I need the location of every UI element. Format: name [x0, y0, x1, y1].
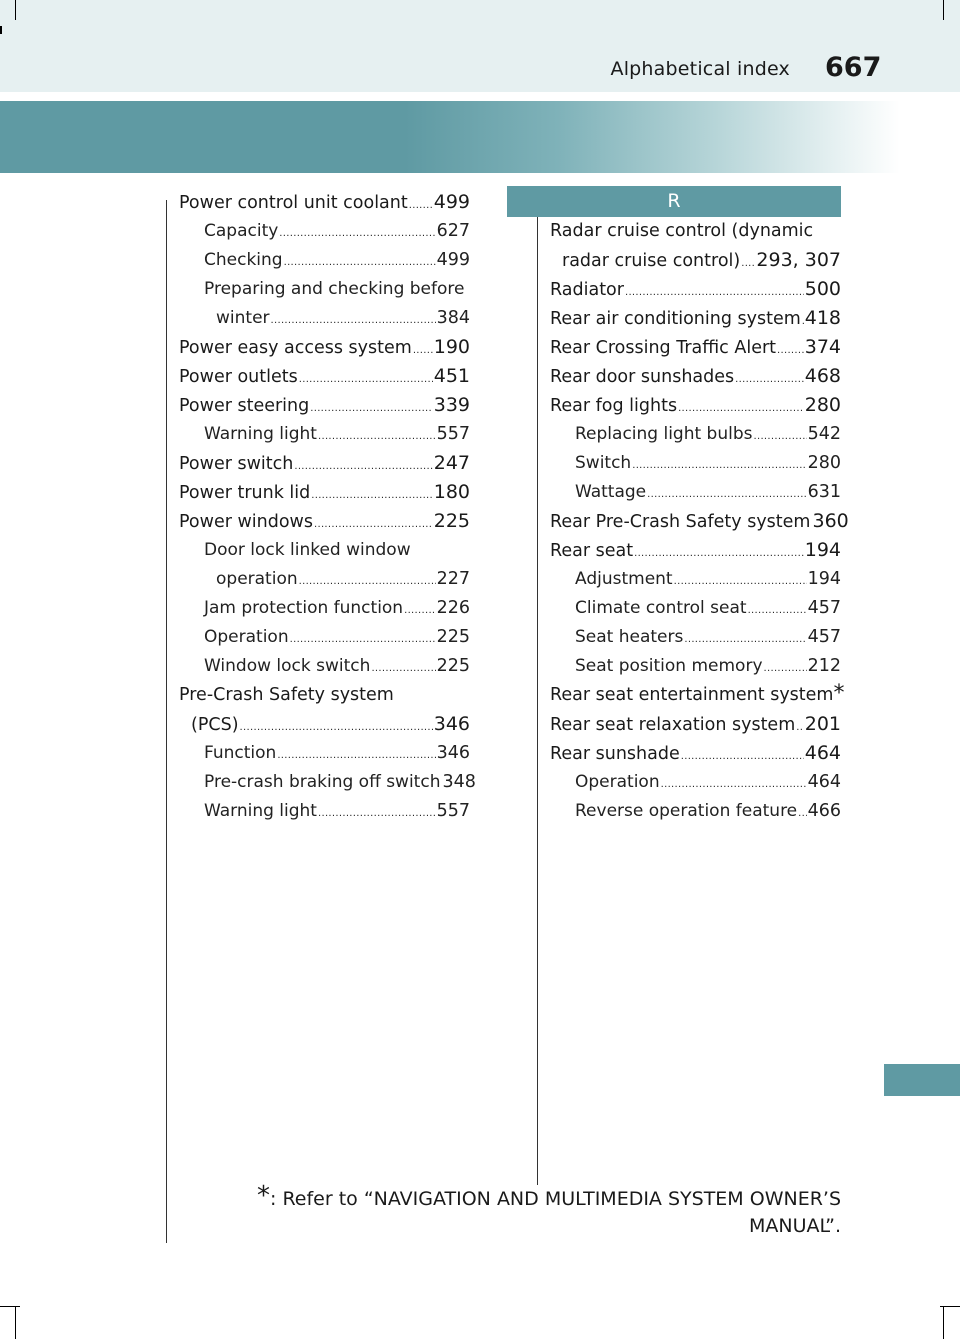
- index-subentry: [179, 304, 470, 333]
- entry-term: Warning light: [204, 424, 317, 444]
- index-entry: [179, 507, 470, 536]
- page-reference: 557: [436, 801, 470, 821]
- leader-dots: [798, 799, 806, 828]
- crop-mark: [15, 0, 16, 20]
- entry-term: Power switch: [179, 454, 294, 474]
- page-reference: 499: [433, 191, 470, 213]
- entry-term: Reverse operation feature: [575, 801, 798, 821]
- leader-dots: [681, 742, 804, 771]
- index-subentry: [179, 623, 470, 652]
- leader-dots: [240, 713, 433, 742]
- leader-dots: [413, 336, 433, 365]
- entry-term: Warning light: [204, 801, 317, 821]
- entry-term: Adjustment: [575, 569, 673, 589]
- entry-term: Seat heaters: [575, 627, 684, 647]
- leader-dots: [314, 510, 433, 539]
- page-reference: 280: [807, 453, 841, 473]
- chapter-tab: [884, 1064, 960, 1096]
- leader-dots: [632, 451, 806, 480]
- asterisk-marker: *: [833, 681, 845, 706]
- crop-mark: [943, 0, 944, 20]
- index-entry: [179, 188, 470, 217]
- index-entry: [550, 333, 841, 362]
- index-entry: [179, 362, 470, 391]
- page-reference: 457: [807, 598, 841, 618]
- entry-term: Climate control seat: [575, 598, 747, 618]
- entry-term: Power steering: [179, 396, 310, 416]
- leader-dots: [634, 539, 804, 568]
- index-subentry: [550, 565, 841, 594]
- page-reference: 346: [436, 743, 470, 763]
- index-subentry: [179, 652, 470, 681]
- leader-dots: [661, 770, 807, 799]
- entry-term: Pre-crash braking off switch: [204, 772, 441, 792]
- leader-dots: [748, 596, 807, 625]
- index-subentry: [179, 246, 470, 275]
- leader-dots: [409, 191, 433, 220]
- leader-dots: [796, 713, 803, 742]
- entry-term: (PCS): [191, 715, 239, 735]
- entry-term: Rear seat relaxation system: [550, 715, 796, 735]
- leader-dots: [625, 278, 804, 307]
- crop-mark: [940, 1306, 960, 1307]
- leader-dots: [802, 307, 804, 336]
- index-entry: [179, 681, 470, 710]
- page-reference: 194: [804, 539, 841, 561]
- page-reference: 348: [442, 772, 476, 792]
- index-entry: [550, 536, 841, 565]
- leader-dots: [277, 741, 435, 770]
- leader-dots: [404, 596, 436, 625]
- entry-term: Switch: [575, 453, 632, 473]
- index-subentry: [179, 420, 470, 449]
- page-reference: 201: [804, 713, 841, 735]
- middle-column-rule: [537, 215, 538, 1185]
- page-reference: 212: [807, 656, 841, 676]
- footnote-line-2: MANUAL”.: [749, 1215, 841, 1237]
- index-entry: [550, 391, 841, 420]
- entry-term: Door lock linked window: [204, 540, 411, 560]
- page-reference: 499: [436, 250, 470, 270]
- index-subentry: [550, 420, 841, 449]
- index-subentry: [550, 652, 841, 681]
- page-reference: 225: [433, 510, 470, 532]
- entry-term: Capacity: [204, 221, 279, 241]
- leader-dots: [777, 336, 804, 365]
- page-reference: 180: [433, 481, 470, 503]
- entry-term: Rear sunshade: [550, 744, 680, 764]
- index-entry: [179, 333, 470, 362]
- crop-mark: [0, 1306, 20, 1307]
- leader-dots: [741, 249, 755, 278]
- page-reference: 346: [433, 713, 470, 735]
- entry-term: Seat position memory: [575, 656, 763, 676]
- index-entry: [179, 710, 470, 739]
- entry-term: Radar cruise control (dynamic: [550, 221, 814, 241]
- index-subentry: [179, 565, 470, 594]
- index-entry: [550, 304, 841, 333]
- index-entry: [550, 246, 841, 275]
- entry-term: Window lock switch: [204, 656, 371, 676]
- entry-term: Rear Crossing Traffic Alert: [550, 338, 777, 358]
- index-entry: [550, 217, 841, 246]
- footnote-asterisk: *: [257, 1181, 271, 1211]
- entry-term: Operation: [204, 627, 289, 647]
- entry-term: Power windows: [179, 512, 313, 532]
- entry-term: operation: [216, 569, 298, 589]
- entry-term: Power control unit coolant: [179, 193, 408, 213]
- page-reference: 339: [433, 394, 470, 416]
- page-reference: 280: [804, 394, 841, 416]
- leader-dots: [311, 481, 432, 510]
- page-reference: 500: [804, 278, 841, 300]
- page-reference: 293, 307: [756, 249, 841, 271]
- page-reference: 464: [804, 742, 841, 764]
- entry-term: Power easy access system: [179, 338, 412, 358]
- leader-dots: [318, 422, 436, 451]
- entry-term: Rear seat: [550, 541, 634, 561]
- leader-dots: [299, 365, 433, 394]
- entry-term: Rear air conditioning system: [550, 309, 801, 329]
- page-reference: 451: [433, 365, 470, 387]
- entry-term: Jam protection function: [204, 598, 404, 618]
- entry-term: Function: [204, 743, 277, 763]
- page-reference: 226: [436, 598, 470, 618]
- leader-dots: [294, 452, 432, 481]
- page-reference: 464: [807, 772, 841, 792]
- index-subentry: [179, 275, 470, 304]
- leader-dots: [674, 567, 807, 596]
- page-reference: 374: [804, 336, 841, 358]
- right-index-column: [550, 217, 849, 826]
- leader-dots: [299, 567, 436, 596]
- page-reference: 418: [804, 307, 841, 329]
- index-subentry: [179, 536, 470, 565]
- entry-term: Wattage: [575, 482, 647, 502]
- page-reference: 457: [807, 627, 841, 647]
- leader-dots: [310, 394, 432, 423]
- page-reference: 225: [436, 627, 470, 647]
- entry-term: Checking: [204, 250, 283, 270]
- index-entry: [550, 507, 849, 536]
- entry-term: radar cruise control): [562, 251, 741, 271]
- index-subentry: [550, 594, 841, 623]
- index-subentry: [179, 797, 470, 826]
- entry-term: Pre-Crash Safety system: [179, 685, 394, 705]
- entry-term: Rear door sunshades: [550, 367, 735, 387]
- entry-term: Radiator: [550, 280, 624, 300]
- section-letter-header: R: [507, 186, 841, 217]
- page-reference: 360: [812, 510, 849, 532]
- page-reference: 225: [436, 656, 470, 676]
- page-reference: 190: [433, 336, 470, 358]
- index-subentry: [550, 449, 841, 478]
- page-reference: 627: [436, 221, 470, 241]
- leader-dots: [371, 654, 435, 683]
- index-entry: [179, 478, 470, 507]
- index-subentry: [550, 768, 841, 797]
- crop-mark: [15, 1306, 16, 1339]
- index-subentry: [179, 739, 470, 768]
- footnote-line-1: : Refer to “NAVIGATION AND MULTIMEDIA SYSTEM OWNER’S: [270, 1188, 841, 1210]
- entry-term: winter: [216, 308, 270, 328]
- leader-dots: [647, 480, 806, 509]
- leader-dots: [271, 306, 436, 335]
- index-subentry: [550, 478, 841, 507]
- leader-dots: [290, 625, 436, 654]
- leader-dots: [754, 422, 807, 451]
- entry-term: Rear fog lights: [550, 396, 678, 416]
- page-reference: 542: [807, 424, 841, 444]
- index-entry: [550, 710, 841, 739]
- left-index-column: [179, 188, 476, 826]
- leader-dots: [684, 625, 806, 654]
- page-reference: 468: [804, 365, 841, 387]
- leader-dots: [284, 248, 436, 277]
- index-subentry: [179, 594, 470, 623]
- crop-mark: [943, 1306, 944, 1339]
- page-reference: 227: [436, 569, 470, 589]
- index-subentry: [550, 797, 841, 826]
- entry-term: Operation: [575, 772, 660, 792]
- index-entry: [550, 681, 845, 710]
- page-number: 667: [825, 52, 882, 83]
- index-entry: [550, 362, 841, 391]
- entry-term: Power trunk lid: [179, 483, 311, 503]
- footnote: [200, 1181, 841, 1240]
- index-entry: [550, 739, 841, 768]
- header-band: [0, 0, 960, 92]
- leader-dots: [678, 394, 804, 423]
- left-column-rule: [166, 200, 167, 1243]
- crop-mark: [0, 26, 2, 34]
- page-reference: 466: [807, 801, 841, 821]
- index-subentry: [179, 217, 470, 246]
- entry-term: Rear Pre-Crash Safety system: [550, 512, 811, 532]
- leader-dots: [318, 799, 436, 828]
- leader-dots: [279, 219, 435, 248]
- page-reference: 384: [436, 308, 470, 328]
- index-entry: [179, 391, 470, 420]
- entry-term: Replacing light bulbs: [575, 424, 753, 444]
- index-entry: [179, 449, 470, 478]
- index-subentry: [179, 768, 476, 797]
- decorative-banner: [0, 101, 900, 173]
- index-subentry: [550, 623, 841, 652]
- page-reference: 194: [807, 569, 841, 589]
- leader-dots: [764, 654, 807, 683]
- entry-term: Rear seat entertainment system: [550, 685, 834, 705]
- leader-dots: [735, 365, 804, 394]
- page-reference: 631: [807, 482, 841, 502]
- entry-term: Power outlets: [179, 367, 298, 387]
- page-reference: 247: [433, 452, 470, 474]
- index-entry: [550, 275, 841, 304]
- entry-term: Preparing and checking before: [204, 279, 465, 299]
- page-reference: 557: [436, 424, 470, 444]
- page-title: Alphabetical index: [610, 58, 790, 80]
